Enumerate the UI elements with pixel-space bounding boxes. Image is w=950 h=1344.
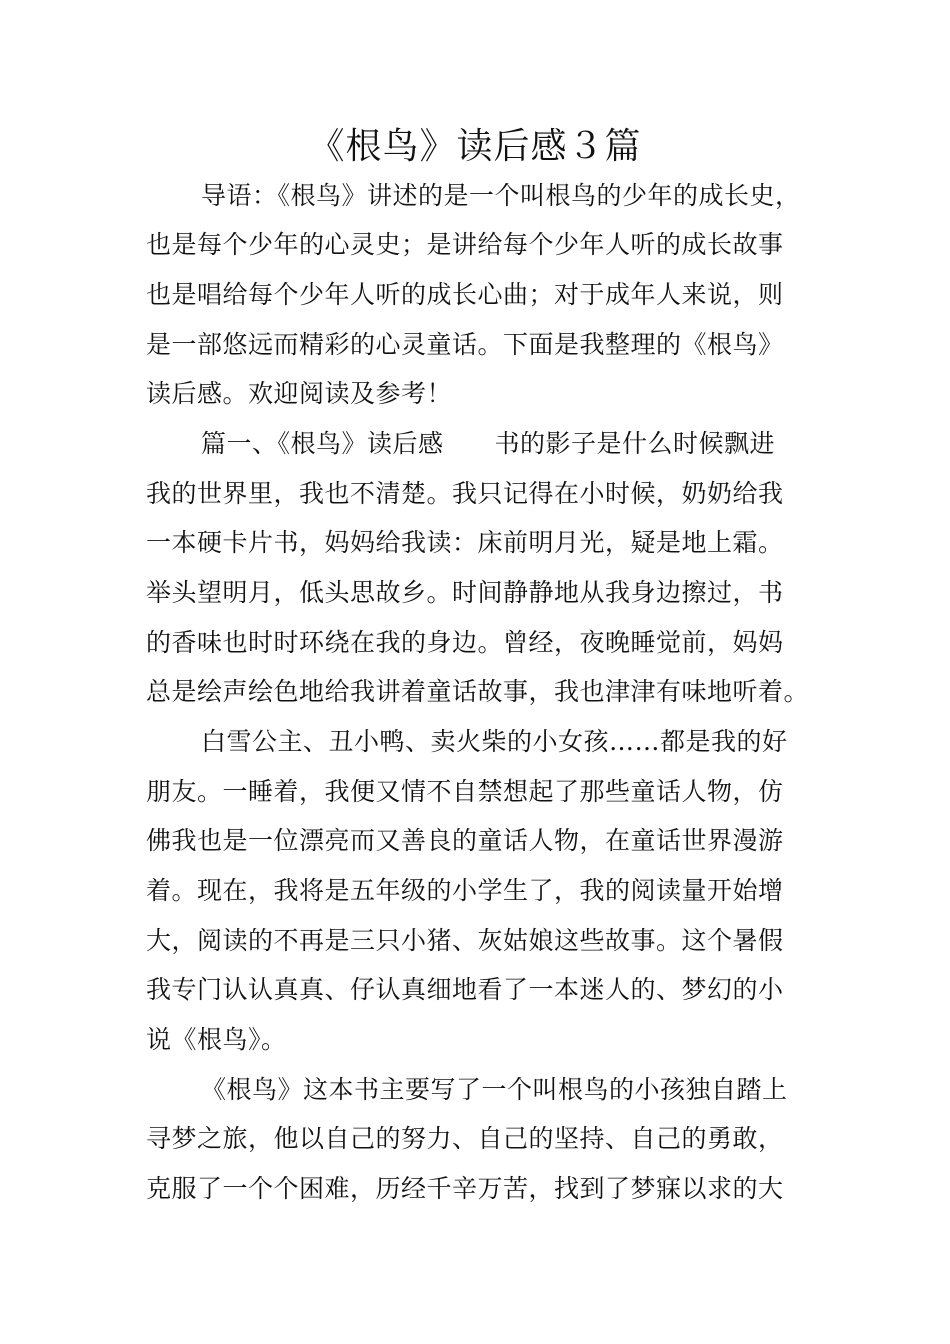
- paragraph-line: 一本硬卡片书，妈妈给我读：床前明月光，疑是地上霜。: [146, 528, 784, 557]
- paragraph-line: 大，阅读的不再是三只小猪、灰姑娘这些故事。这个暑假: [146, 926, 784, 955]
- paragraph-line: 着。现在，我将是五年级的小学生了，我的阅读量开始增: [146, 876, 784, 905]
- paragraph-line: 白雪公主、丑小鸭、卖火柴的小女孩……都是我的好: [201, 727, 788, 756]
- paragraph-line: 说《根鸟》。: [146, 1025, 287, 1054]
- paragraph-line: 的香味也时时环绕在我的身边。曾经，夜晚睡觉前，妈妈: [146, 628, 784, 657]
- paragraph-line: 佛我也是一位漂亮而又善良的童话人物，在童话世界漫游: [146, 826, 784, 855]
- paragraph-line: 读后感。欢迎阅读及参考！: [146, 379, 453, 408]
- paragraph-line: 我专门认认真真、仔认真细地看了一本迷人的、梦幻的小: [146, 975, 784, 1004]
- document-title: 《根鸟》读后感３篇: [308, 126, 642, 167]
- paragraph-line: 总是绘声绘色地给我讲着童话故事，我也津津有味地听着。: [146, 677, 810, 706]
- paragraph-line: 是一部悠远而精彩的心灵童话。下面是我整理的《根鸟》: [146, 330, 784, 359]
- paragraph-line: 也是每个少年的心灵史；是讲给每个少年人听的成长故事: [146, 230, 784, 259]
- paragraph-line: 举头望明月，低头思故乡。时间静静地从我身边擦过，书: [146, 578, 784, 607]
- paragraph-line: 我的世界里，我也不清楚。我只记得在小时候，奶奶给我: [146, 479, 784, 508]
- paragraph-line: 导语：《根鸟》讲述的是一个叫根鸟的少年的成长史，: [201, 181, 801, 210]
- paragraph-line: 朋友。一睡着，我便又情不自禁想起了那些童话人物，仿: [146, 777, 784, 806]
- paragraph-line: 《根鸟》这本书主要写了一个叫根鸟的小孩独自踏上: [201, 1075, 788, 1104]
- paragraph-line: 也是唱给每个少年人听的成长心曲；对于成年人来说，则: [146, 280, 784, 309]
- paragraph-line: 篇一、《根鸟》读后感 书的影子是什么时候飘进: [201, 429, 776, 458]
- paragraph-line: 寻梦之旅，他以自己的努力、自己的坚持、自己的勇敢，: [146, 1124, 784, 1153]
- paragraph-line: 克服了一个个困难，历经千辛万苦，找到了梦寐以求的大: [146, 1174, 784, 1203]
